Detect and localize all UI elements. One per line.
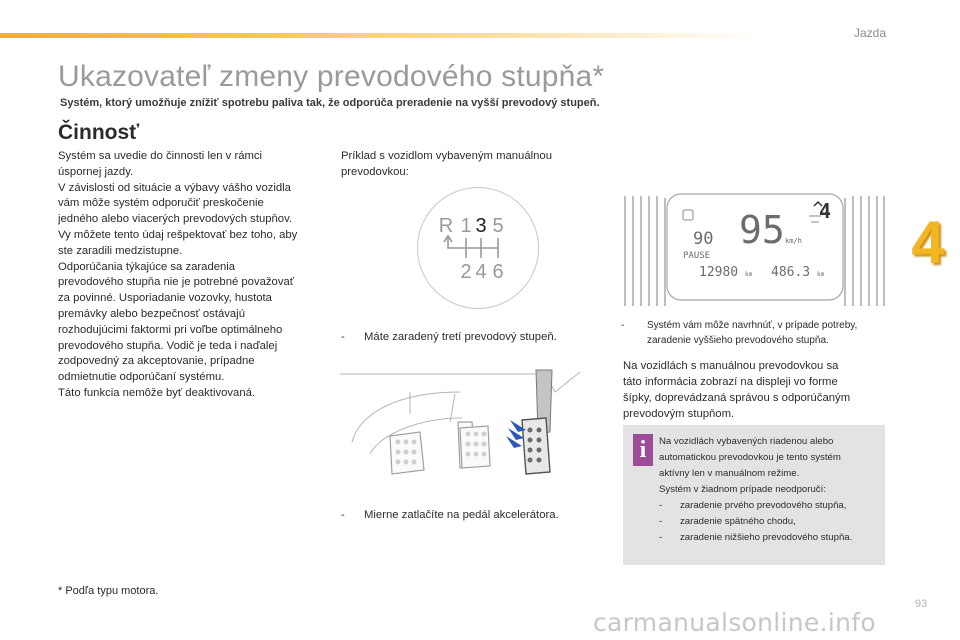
example-intro-line: Príklad s vozidlom vybaveným manuálnou bbox=[341, 150, 552, 162]
step-text: zaradenie vyššieho prevodového stupňa. bbox=[647, 335, 829, 346]
body-line: prevodového stupňa nie je potrebné považovať bbox=[58, 276, 294, 289]
dash-bullet: - bbox=[659, 500, 663, 511]
step-accelerator bbox=[341, 508, 591, 523]
info-box bbox=[623, 425, 885, 565]
gear-label: 5 bbox=[492, 215, 504, 237]
body-line: rozhodujúcimi faktormi pri voľbe optimálneho bbox=[58, 323, 283, 336]
gear-label: 6 bbox=[492, 261, 504, 283]
info-text bbox=[659, 434, 881, 546]
operation-description bbox=[58, 149, 326, 402]
cluster-display-graphic bbox=[621, 188, 886, 311]
gear-label: 1 bbox=[460, 215, 472, 237]
info-list-item bbox=[659, 530, 881, 546]
dash-bullet: - bbox=[341, 509, 345, 521]
dash-bullet: - bbox=[621, 320, 625, 331]
example-intro bbox=[341, 149, 591, 181]
info-line: Na vozidlách vybavených riadenou alebo bbox=[659, 436, 834, 447]
odometer: 12980 bbox=[699, 265, 739, 280]
info-list-text: zaradenie prvého prevodového stupňa, bbox=[680, 500, 847, 511]
info-line: automatickou prevodovkou je tento systém bbox=[659, 452, 841, 463]
step-text: Mierne zatlačíte na pedál akcelerátora. bbox=[364, 509, 559, 521]
dash-bullet: - bbox=[659, 532, 663, 543]
body-line: prevodového stupňa. Vodič je teda i naďalej bbox=[58, 339, 278, 352]
watermark: carmanualsonline.info bbox=[593, 608, 876, 637]
instrument-cluster-display bbox=[621, 188, 886, 311]
body-line: Táto funkcia nemôže byť deaktivovaná. bbox=[58, 386, 256, 399]
dash-bullet: - bbox=[341, 331, 345, 343]
section-label: Jazda bbox=[853, 26, 886, 40]
info-icon: i bbox=[633, 434, 653, 466]
page-title: Ukazovateľ zmeny prevodového stupňa* bbox=[58, 60, 605, 93]
paragraph-line: táto informácia zobrazí na displeji vo forme bbox=[623, 376, 838, 388]
gear-pattern-icon bbox=[418, 188, 540, 310]
paragraph-line: prevodovým stupňom. bbox=[623, 408, 735, 420]
paragraph-line: Na vozidlách s manuálnou prevodovkou sa bbox=[623, 360, 839, 372]
body-line: za povinné. Usporiadanie vozovky, hustota bbox=[58, 292, 272, 305]
body-line: úspornej jazdy. bbox=[58, 165, 134, 178]
gear-label: 4 bbox=[475, 261, 487, 283]
gear-shift-illustration bbox=[417, 187, 539, 309]
trip-meter: 486.3 bbox=[771, 265, 811, 280]
paragraph-line: šípky, doprevádzaná správou s odporúčaným bbox=[623, 392, 851, 404]
body-line: V závislosti od situácie a výbavy vášho vozidla bbox=[58, 181, 291, 194]
body-line: Systém sa uvedie do činnosti len v rámci bbox=[58, 150, 263, 162]
chapter-number: 4 bbox=[911, 209, 945, 276]
speed-unit: km/h bbox=[785, 237, 802, 245]
step-third-gear bbox=[341, 330, 591, 345]
dash-bullet: - bbox=[659, 516, 663, 527]
body-line: Odporúčania týkajúce sa zaradenia bbox=[58, 260, 236, 273]
info-list-item bbox=[659, 498, 881, 514]
page-number: 93 bbox=[915, 598, 928, 610]
gear-label-active: 3 bbox=[475, 215, 487, 237]
trip-unit: km bbox=[817, 271, 825, 278]
body-line: jedného alebo viacerých prevodových stupňov. bbox=[58, 213, 293, 226]
info-list-text: zaradenie nižšieho prevodového stupňa. bbox=[680, 532, 853, 543]
info-list-text: zaradenie spätného chodu, bbox=[680, 516, 796, 527]
pause-label: PAUSE bbox=[683, 251, 711, 261]
pedals-icon bbox=[340, 362, 598, 486]
step-suggest-upshift bbox=[621, 318, 886, 348]
header-accent-bar bbox=[0, 33, 760, 38]
section-heading: Činnosť bbox=[58, 121, 140, 144]
info-line: aktívny len v manuálnom režime. bbox=[659, 468, 800, 479]
info-list-item bbox=[659, 514, 881, 530]
gear-label: 2 bbox=[460, 261, 472, 283]
speed-readout: 95 bbox=[739, 208, 785, 252]
body-line: Vy môžete tento údaj rešpektovať bez toho, aby bbox=[58, 228, 298, 241]
gear-recommendation: 4 bbox=[819, 199, 832, 223]
body-line: zodpovedný za akceptovanie, prípadne bbox=[58, 355, 255, 368]
body-line: ste zaradili medzistupne. bbox=[58, 244, 183, 257]
step-text: Máte zaradený tretí prevodový stupeň. bbox=[364, 331, 557, 343]
cruise-speed: 90 bbox=[693, 229, 714, 249]
body-line: premávky alebo bezpečnosť ostávajú bbox=[58, 307, 245, 320]
gear-label: R bbox=[438, 215, 454, 237]
body-line: odmietnutie odporúčaní systému. bbox=[58, 371, 225, 384]
manual-gearbox-paragraph bbox=[623, 358, 885, 422]
odometer-unit: km bbox=[745, 271, 753, 278]
body-line: vám môže systém odporučiť preskočenie bbox=[58, 197, 264, 210]
example-intro-line: prevodovkou: bbox=[341, 165, 409, 178]
step-text: Systém vám môže navrhnúť, v prípade potreby, bbox=[647, 320, 858, 331]
pedals-illustration bbox=[340, 362, 598, 486]
footnote: * Podľa typu motora. bbox=[58, 585, 159, 597]
page-subtitle: Systém, ktorý umožňuje znížiť spotrebu paliva tak, že odporúča preradenie na vyšší prevodový stupeň. bbox=[60, 97, 600, 109]
info-line: Systém v žiadnom prípade neodporučí: bbox=[659, 484, 826, 495]
